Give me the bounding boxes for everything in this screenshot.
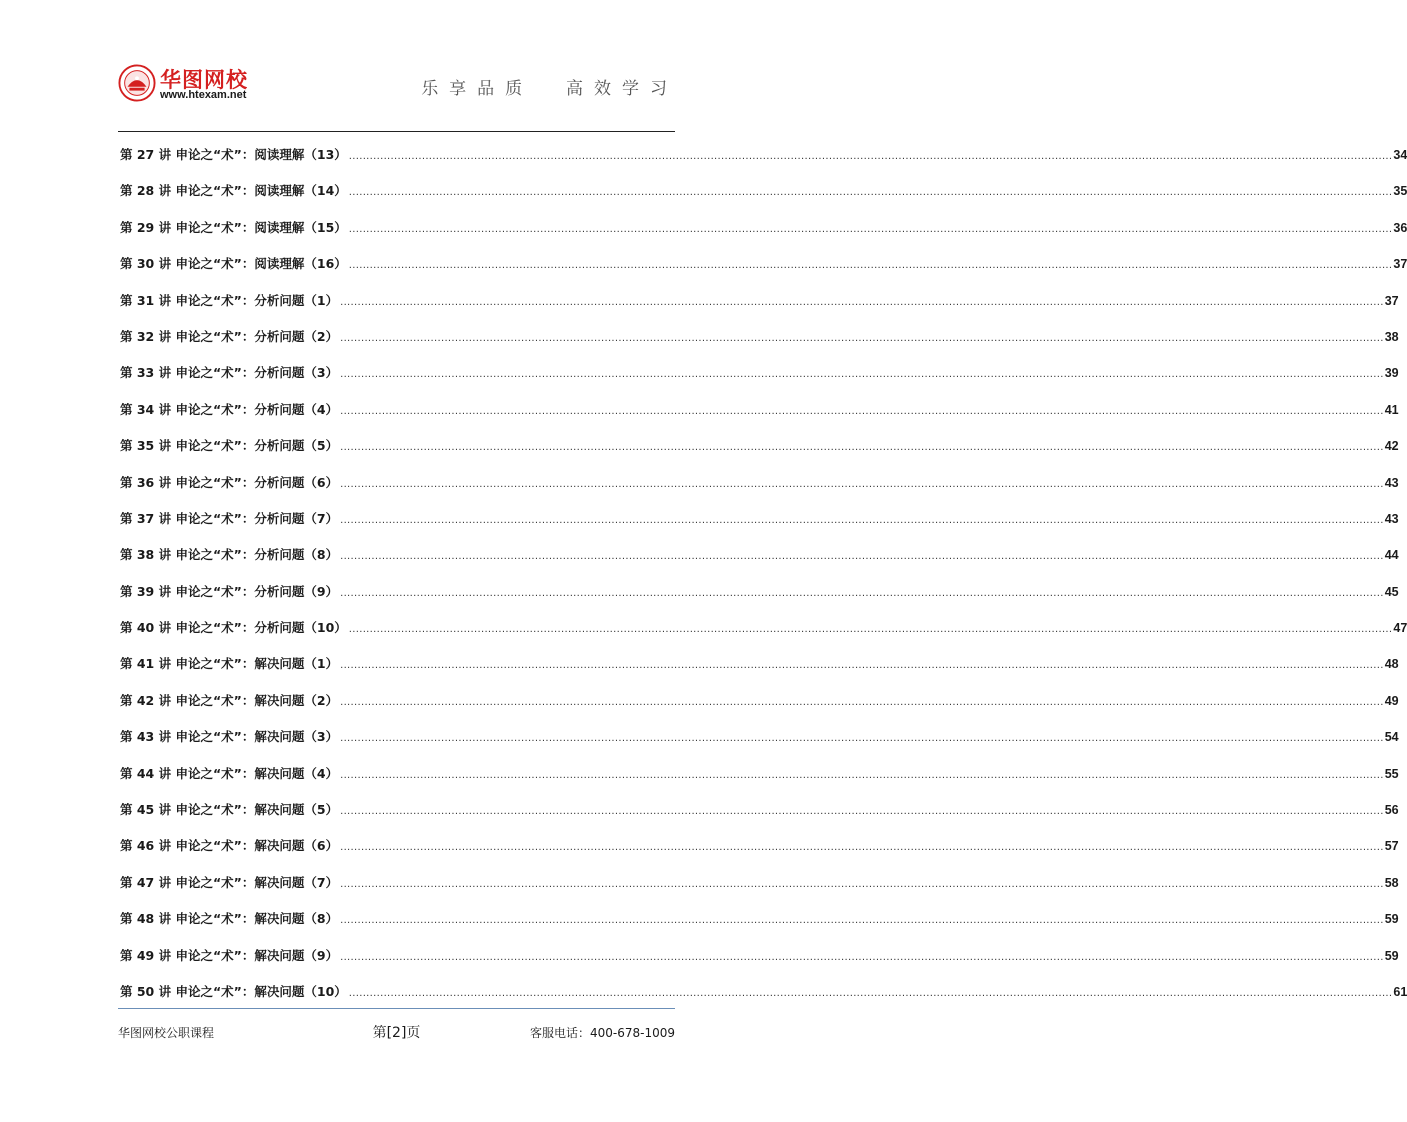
toc-entry-page: 39 xyxy=(1384,366,1399,381)
toc-entry-page: 37 xyxy=(1384,293,1399,308)
toc-entry-page: 34 xyxy=(1393,148,1407,162)
toc-dot-leader: ............................................................................................................................................................................................................................................................................................................ xyxy=(340,369,1384,381)
page-header xyxy=(118,62,678,106)
toc-dot-leader: ............................................................................................................................................................................................................................................................................................................ xyxy=(340,514,1384,526)
toc-entry[interactable] xyxy=(120,873,1399,909)
toc-entry[interactable] xyxy=(120,181,1407,217)
toc-entry-title: 第 49 讲 申论之“术”：解决问题（9） xyxy=(120,947,339,963)
toc-entry-page: 49 xyxy=(1384,693,1399,708)
toc-dot-leader: ............................................................................................................................................................................................................................................................................................................ xyxy=(340,660,1384,672)
toc-entry-title: 第 39 讲 申论之“术”：分析问题（9） xyxy=(120,583,339,599)
toc-dot-leader: ............................................................................................................................................................................................................................................................................................................ xyxy=(340,551,1384,563)
toc-entry-title: 第 50 讲 申论之“术”：解决问题（10） xyxy=(120,983,347,999)
toc-entry[interactable] xyxy=(120,800,1399,836)
toc-dot-leader: ............................................................................................................................................................................................................................................................................................................ xyxy=(340,915,1384,927)
toc-entry[interactable] xyxy=(120,654,1399,690)
toc-dot-leader: ............................................................................................................................................................................................................................................................................................................ xyxy=(340,296,1384,308)
toc-entry-title: 第 30 讲 申论之“术”：阅读理解（16） xyxy=(120,256,347,272)
toc-dot-leader: ............................................................................................................................................................................................................................................................................................................ xyxy=(348,223,1393,235)
toc-entry-title: 第 28 讲 申论之“术”：阅读理解（14） xyxy=(120,183,347,199)
footer-hotline: 客服电话：400-678-1009 xyxy=(529,1026,675,1040)
toc-dot-leader: ............................................................................................................................................................................................................................................................................................................ xyxy=(340,951,1384,963)
toc-entry-title: 第 41 讲 申论之“术”：解决问题（1） xyxy=(120,656,339,672)
toc-entry-page: 59 xyxy=(1384,948,1399,963)
toc-entry[interactable] xyxy=(120,436,1399,472)
page-footer xyxy=(118,1022,675,1042)
toc-entry[interactable] xyxy=(120,291,1399,327)
logo-name: 华图网校 xyxy=(160,68,248,92)
toc-entry[interactable] xyxy=(120,909,1399,945)
toc-entry-page: 56 xyxy=(1384,803,1399,818)
toc-entry-page: 55 xyxy=(1384,766,1399,781)
toc-entry-page: 48 xyxy=(1384,657,1399,672)
toc-entry[interactable] xyxy=(120,545,1399,581)
toc-entry-title: 第 44 讲 申论之“术”：解决问题（4） xyxy=(120,765,339,781)
toc-entry-title: 第 31 讲 申论之“术”：分析问题（1） xyxy=(120,292,339,308)
toc-entry-title: 第 32 讲 申论之“术”：分析问题（2） xyxy=(120,328,339,344)
toc-dot-leader: ............................................................................................................................................................................................................................................................................................................ xyxy=(348,187,1393,199)
toc-entry[interactable] xyxy=(120,327,1399,363)
toc-entry[interactable] xyxy=(120,946,1399,982)
toc-dot-leader: ............................................................................................................................................................................................................................................................................................................ xyxy=(340,733,1384,745)
toc-dot-leader: ............................................................................................................................................................................................................................................................................................................ xyxy=(348,987,1393,999)
toc-dot-leader: ............................................................................................................................................................................................................................................................................................................ xyxy=(340,696,1384,708)
toc-dot-leader: ............................................................................................................................................................................................................................................................................................................ xyxy=(340,405,1384,417)
toc-entry-title: 第 27 讲 申论之“术”：阅读理解（13） xyxy=(120,147,347,162)
toc-entry-page: 58 xyxy=(1384,875,1399,890)
toc-dot-leader: ............................................................................................................................................................................................................................................................................................................ xyxy=(340,842,1384,854)
toc-entry-page: 61 xyxy=(1393,984,1407,999)
toc-entry[interactable] xyxy=(120,836,1399,872)
toc-entry-title: 第 38 讲 申论之“术”：分析问题（8） xyxy=(120,547,339,563)
table-of-contents xyxy=(120,145,1407,1018)
toc-entry[interactable] xyxy=(120,509,1399,545)
toc-entry-page: 36 xyxy=(1393,220,1407,235)
toc-dot-leader: ............................................................................................................................................................................................................................................................................................................ xyxy=(340,442,1384,454)
school-seal-icon xyxy=(118,64,156,102)
toc-dot-leader: ............................................................................................................................................................................................................................................................................................................ xyxy=(340,332,1384,344)
toc-entry-page: 41 xyxy=(1384,402,1399,417)
toc-dot-leader: ............................................................................................................................................................................................................................................................................................................ xyxy=(340,587,1384,599)
toc-dot-leader: ............................................................................................................................................................................................................................................................................................................ xyxy=(340,878,1384,890)
toc-entry-title: 第 37 讲 申论之“术”：分析问题（7） xyxy=(120,510,339,526)
toc-entry-page: 43 xyxy=(1384,475,1399,490)
toc-entry-page: 43 xyxy=(1384,511,1399,526)
toc-entry[interactable] xyxy=(120,727,1399,763)
toc-dot-leader: ............................................................................................................................................................................................................................................................................................................ xyxy=(340,478,1384,490)
footer-page-number: 第[2]页 xyxy=(372,1025,421,1041)
toc-entry-page: 57 xyxy=(1384,839,1399,854)
toc-entry-title: 第 47 讲 申论之“术”：解决问题（7） xyxy=(120,874,339,890)
toc-entry[interactable] xyxy=(120,618,1407,654)
toc-entry-page: 44 xyxy=(1384,548,1399,563)
toc-entry-page: 35 xyxy=(1393,184,1407,199)
toc-dot-leader: ............................................................................................................................................................................................................................................................................................................ xyxy=(340,806,1384,818)
toc-dot-leader: ............................................................................................................................................................................................................................................................................................................ xyxy=(348,260,1393,272)
toc-entry-title: 第 35 讲 申论之“术”：分析问题（5） xyxy=(120,438,339,454)
toc-entry-title: 第 34 讲 申论之“术”：分析问题（4） xyxy=(120,401,339,417)
toc-entry[interactable] xyxy=(120,582,1399,618)
toc-entry[interactable] xyxy=(120,473,1399,509)
toc-entry-page: 47 xyxy=(1393,621,1407,636)
toc-entry-title: 第 42 讲 申论之“术”：解决问题（2） xyxy=(120,692,339,708)
toc-entry[interactable] xyxy=(120,400,1399,436)
toc-entry-title: 第 43 讲 申论之“术”：解决问题（3） xyxy=(120,729,339,745)
header-divider xyxy=(118,131,675,132)
toc-entry[interactable] xyxy=(120,363,1399,399)
toc-entry[interactable] xyxy=(120,218,1407,254)
toc-entry-title: 第 40 讲 申论之“术”：分析问题（10） xyxy=(120,620,347,636)
toc-dot-leader: ............................................................................................................................................................................................................................................................................................................ xyxy=(348,151,1393,162)
toc-entry[interactable] xyxy=(120,145,1407,181)
toc-dot-leader: ............................................................................................................................................................................................................................................................................................................ xyxy=(348,624,1393,636)
toc-entry-title: 第 29 讲 申论之“术”：阅读理解（15） xyxy=(120,219,347,235)
toc-entry-page: 45 xyxy=(1384,584,1399,599)
footer-divider xyxy=(118,1008,675,1009)
header-slogan: 乐享品质 高效学习 xyxy=(421,79,678,99)
toc-entry-title: 第 48 讲 申论之“术”：解决问题（8） xyxy=(120,911,339,927)
toc-entry-page: 37 xyxy=(1393,257,1407,272)
toc-entry[interactable] xyxy=(120,982,1407,1018)
toc-entry-page: 59 xyxy=(1384,912,1399,927)
toc-entry[interactable] xyxy=(120,764,1399,800)
toc-entry-title: 第 45 讲 申论之“术”：解决问题（5） xyxy=(120,802,339,818)
toc-entry-page: 38 xyxy=(1384,329,1399,344)
logo-url: www.htexam.net xyxy=(160,89,247,101)
toc-entry[interactable] xyxy=(120,691,1399,727)
toc-dot-leader: ............................................................................................................................................................................................................................................................................................................ xyxy=(340,769,1384,781)
toc-entry-page: 42 xyxy=(1384,439,1399,454)
toc-entry-title: 第 33 讲 申论之“术”：分析问题（3） xyxy=(120,365,339,381)
toc-entry-page: 54 xyxy=(1384,730,1399,745)
toc-entry[interactable] xyxy=(120,254,1407,290)
toc-entry-title: 第 36 讲 申论之“术”：分析问题（6） xyxy=(120,474,339,490)
toc-entry-title: 第 46 讲 申论之“术”：解决问题（6） xyxy=(120,838,339,854)
footer-course-name: 华图网校公职课程 xyxy=(118,1026,215,1040)
